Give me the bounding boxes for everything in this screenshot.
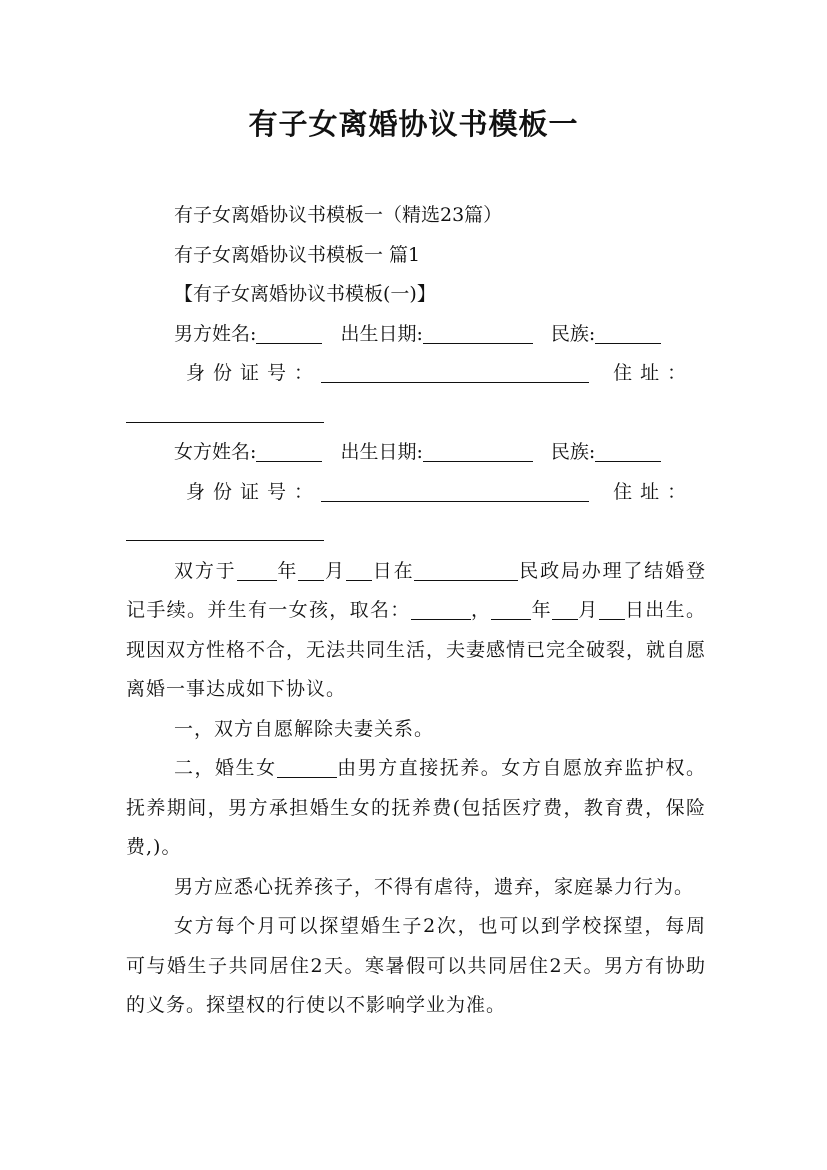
- care-paragraph: 男方应悉心抚养孩子，不得有虐待，遗弃，家庭暴力行为。: [174, 875, 695, 898]
- male-id-blank: [321, 364, 589, 383]
- female-id-blank: [321, 483, 589, 502]
- section-heading: 【有子女离婚协议书模板(一)】: [174, 283, 436, 305]
- marriage-day-blank: [346, 562, 372, 581]
- female-birth-label: 出生日期:: [340, 441, 423, 463]
- clause-2-text-b: 由男方直接抚养。女方自愿放弃监护权。抚养期间，男方承担婚生女的抚养费(包括医疗费，教育费，保险费,)。: [126, 757, 706, 858]
- document-title: 有子女离婚协议书模板一: [248, 107, 579, 141]
- visitation-paragraph: 女方每个月可以探望婚生子2次，也可以到学校探望，每周可与婚生子共同居住2天。寒暑假可以共同居住2天。男方有协助的义务。探望权的行使以不影响学业为准。: [126, 915, 706, 1016]
- part-line: 有子女离婚协议书模板一 篇1: [174, 243, 421, 266]
- marriage-text-7: 年: [531, 599, 552, 621]
- marriage-text-4: 日在: [371, 559, 415, 582]
- male-id-line: [126, 354, 706, 394]
- male-ethnic-label: 民族:: [550, 322, 596, 345]
- male-ethnic-blank: [595, 325, 661, 344]
- child-day-blank: [599, 601, 625, 620]
- female-id-line: [126, 473, 706, 513]
- female-ethnic-label: 民族:: [550, 441, 596, 463]
- document-body: [126, 196, 706, 1026]
- child-month-blank: [552, 601, 578, 620]
- female-info-line: [126, 433, 706, 473]
- male-name-label: 男方姓名:: [174, 322, 257, 345]
- child-year-blank: [491, 601, 531, 620]
- clause-2-text-a: 二，婚生女: [174, 757, 277, 779]
- marriage-text-2: 年: [276, 559, 299, 582]
- clause-1: 一，双方自愿解除夫妻关系。: [174, 717, 435, 740]
- child-name-blank: [411, 601, 471, 620]
- male-name-blank: [256, 325, 322, 344]
- male-addr-blank: [126, 404, 324, 423]
- intro-line: 有子女离婚协议书模板一（精选23篇）: [174, 204, 503, 226]
- daughter-name-blank: [277, 759, 337, 778]
- marriage-paragraph: [126, 552, 706, 710]
- marriage-text-6: ，: [470, 599, 492, 621]
- male-id-label: 身份证号：: [186, 362, 322, 384]
- marriage-year-blank: [237, 562, 277, 581]
- male-info-line: [126, 315, 706, 355]
- clause-2: [126, 749, 706, 868]
- marriage-text-8: 月: [577, 599, 599, 621]
- marriage-text-5: 民政局办理了结婚登记手续。并生有一女孩，取名：: [126, 559, 706, 621]
- marriage-text-1: 双方于: [174, 559, 237, 582]
- marriage-text-9: 日出生。现因双方性格不合，无法共同生活，夫妻感情已完全破裂，就自愿离婚一事达成如下协议。: [126, 599, 707, 700]
- female-ethnic-blank: [595, 443, 661, 462]
- marriage-bureau-blank: [414, 562, 518, 581]
- male-addr-label: 住址：: [613, 362, 695, 384]
- female-birth-blank: [423, 443, 533, 462]
- female-addr-label: 住址：: [613, 480, 695, 503]
- female-name-label: 女方姓名:: [174, 441, 257, 463]
- female-addr-blank: [126, 522, 324, 541]
- female-name-blank: [256, 443, 322, 462]
- male-birth-blank: [423, 325, 533, 344]
- marriage-text-3: 月: [324, 559, 346, 582]
- marriage-month-blank: [298, 562, 324, 581]
- male-addr-line: [126, 394, 706, 434]
- male-birth-label: 出生日期:: [340, 322, 423, 345]
- female-addr-line: [126, 512, 706, 552]
- female-id-label: 身份证号：: [186, 480, 322, 503]
